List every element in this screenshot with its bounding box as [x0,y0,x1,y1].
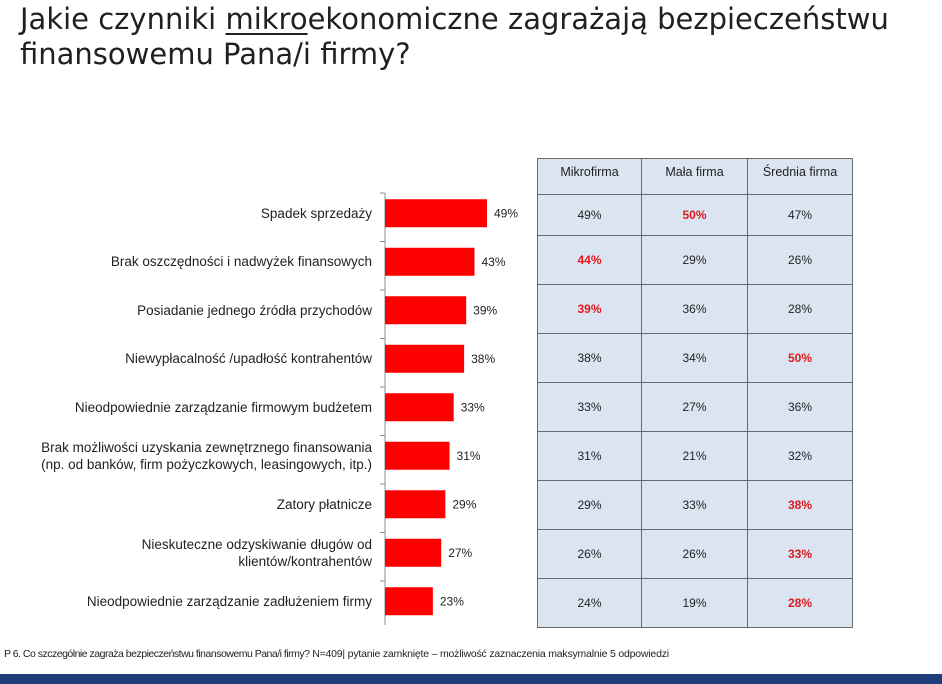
title-part-2: ekonomiczne zagrażają bezpieczeństwu finansowemu Pana/i firmy? [20,2,889,71]
table-cell: 26% [538,530,642,579]
bar [385,345,464,373]
category-label-line: klientów/kontrahentów [238,553,372,569]
table-cell: 47% [748,195,853,236]
table-row [538,481,853,530]
table-cell: 33% [748,530,853,579]
table-cell: 29% [538,481,642,530]
table-body [538,195,853,628]
category-label-line: Posiadanie jednego źródła przychodów [137,302,372,318]
table-cell: 29% [642,236,748,285]
table-row [538,530,853,579]
category-label-line: Nieskuteczne odzyskiwanie długów od [141,536,372,552]
table-header-medium: Średnia firma [748,159,853,195]
table-cell: 38% [748,481,853,530]
footnote-question: P 6. Co szczególnie zagraża bezpieczeństwu finansowemu Pana/i firmy? [4,648,310,660]
table-row [538,432,853,481]
segment-table [537,158,853,628]
table-cell: 28% [748,579,853,628]
bar [385,490,445,518]
table-cell: 33% [538,383,642,432]
table-header-small: Mała firma [642,159,748,195]
category-label-line: Nieodpowiednie zarządzanie zadłużeniem firmy [86,593,372,609]
table-cell: 34% [642,334,748,383]
title-underlined-part: mikro [225,2,308,36]
bar [385,442,450,470]
table-row [538,383,853,432]
table-header-micro: Mikrofirma [538,159,642,195]
table-cell: 33% [642,481,748,530]
table-header-row [538,159,853,195]
bar-value-label: 33% [460,400,485,415]
table-cell: 19% [642,579,748,628]
table-cell: 26% [642,530,748,579]
footnote-details: N=409| pytanie zamknięte – możliwość zaznaczenia maksymalnie 5 odpowiedzi [309,648,669,660]
bar [385,393,454,421]
table-cell: 50% [748,334,853,383]
bar [385,199,487,227]
table-cell: 50% [642,195,748,236]
bar [385,587,433,615]
table-cell: 36% [642,285,748,334]
bar [385,248,475,276]
table-cell: 49% [538,195,642,236]
table-cell: 36% [748,383,853,432]
table-row [538,236,853,285]
table-cell: 27% [642,383,748,432]
bar-value-label: 23% [439,594,464,609]
table-row [538,334,853,383]
category-label-line: (np. od banków, firm pożyczkowych, leasingowych, itp.) [41,456,372,472]
category-label-line: Nieodpowiednie zarządzanie firmowym budżetem [74,399,372,415]
bar-value-label: 43% [481,254,506,269]
category-label-line: Zatory płatnicze [276,496,372,512]
table-cell: 26% [748,236,853,285]
bar-value-label: 31% [456,448,481,463]
table-row [538,195,853,236]
category-label-line: Brak oszczędności i nadwyżek finansowych [110,254,372,270]
bottom-band [0,674,942,684]
bar-value-label: 29% [452,497,477,512]
table-cell: 39% [538,285,642,334]
table-row [538,579,853,628]
title-part-1: Jakie czynniki [20,2,226,36]
bar [385,296,466,324]
category-label-line: Brak możliwości uzyskania zewnętrznego finansowania [41,439,372,455]
table-cell: 31% [538,432,642,481]
table-cell: 32% [748,432,853,481]
bar-value-label: 27% [448,545,473,560]
bar [385,539,441,567]
category-label-line: Spadek sprzedaży [260,205,372,221]
bar-value-label: 39% [473,303,498,318]
table-row [538,285,853,334]
table-cell: 24% [538,579,642,628]
category-label-line: Niewypłacalność /upadłość kontrahentów [125,351,372,367]
table-cell: 44% [538,236,642,285]
table-cell: 38% [538,334,642,383]
table-cell: 21% [642,432,748,481]
bar-value-label: 38% [471,351,496,366]
table-cell: 28% [748,285,853,334]
footnote [4,648,669,660]
bar-chart [0,185,530,625]
bar-value-label: 49% [494,206,519,221]
